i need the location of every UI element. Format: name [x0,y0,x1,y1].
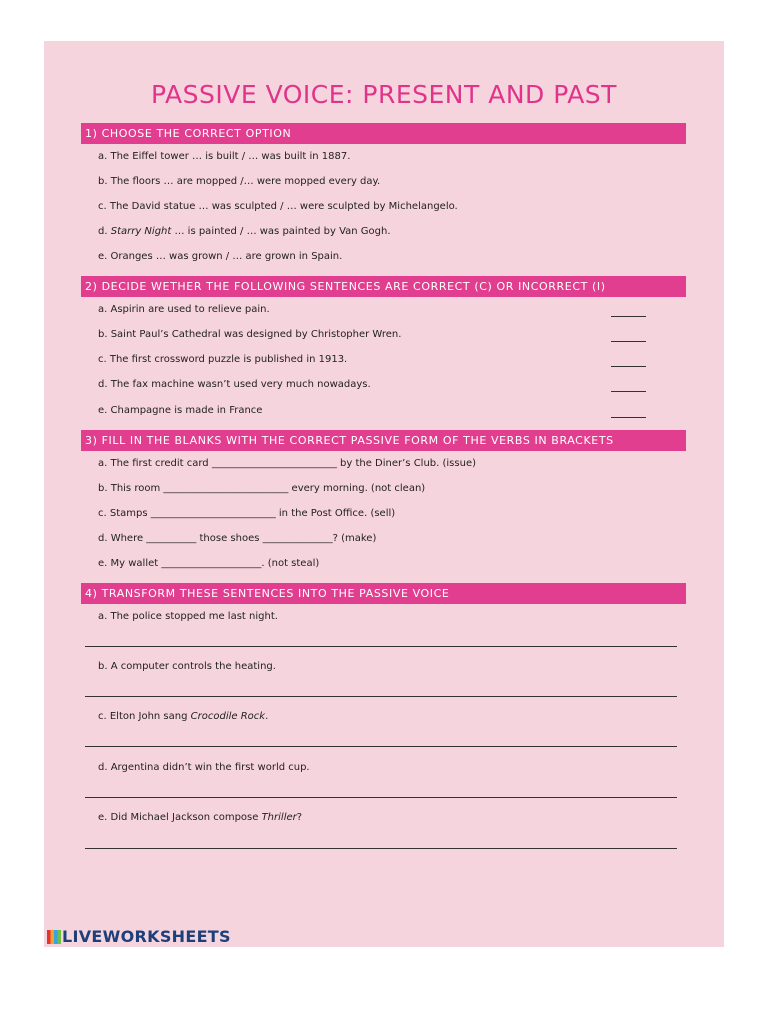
s2-item-b: b. Saint Paul’s Cathedral was designed by Christopher Wren. [98,329,402,340]
s3-item-c: c. Stamps _________________________ in the Post Office. (sell) [98,508,396,519]
s4-item-e: e. Did Michael Jackson compose Thriller? [98,812,303,823]
section-2-header: 2) DECIDE WETHER THE FOLLOWING SENTENCES ARE CORRECT (C) OR INCORRECT (I) [81,276,686,297]
s1-item-b: b. The floors … are mopped /… were mopped every day. [98,176,381,187]
section-4-header: 4) TRANSFORM THESE SENTENCES INTO THE PASSIVE VOICE [81,583,686,604]
s2-item-c: c. The first crossword puzzle is published in 1913. [98,354,348,365]
s2-item-d: d. The fax machine wasn’t used very much nowadays. [98,379,371,390]
answer-line[interactable] [85,746,677,747]
s4-item-b: b. A computer controls the heating. [98,661,276,672]
s3-item-b: b. This room _________________________ every morning. (not clean) [98,483,426,494]
liveworksheets-logo [47,927,231,946]
answer-blank[interactable] [611,366,646,367]
s3-item-e: e. My wallet ____________________. (not steal) [98,558,320,569]
s4-item-c: c. Elton John sang Crocodile Rock. [98,711,269,722]
answer-line[interactable] [85,696,677,697]
answer-line[interactable] [85,646,677,647]
answer-blank[interactable] [611,391,646,392]
page-title: PASSIVE VOICE: PRESENT AND PAST [151,80,617,109]
s3-item-d: d. Where __________ those shoes ______________? (make) [98,533,377,544]
s4-item-a: a. The police stopped me last night. [98,611,278,622]
s4-item-d: d. Argentina didn’t win the first world cup. [98,762,310,773]
answer-blank[interactable] [611,316,646,317]
s2-item-e: e. Champagne is made in France [98,405,263,416]
s2-item-a: a. Aspirin are used to relieve pain. [98,304,270,315]
s3-item-a: a. The first credit card _________________________ by the Diner’s Club. (issue) [98,458,476,469]
logo-icon [47,930,61,944]
s1-item-a: a. The Eiffel tower … is built / … was built in 1887. [98,151,351,162]
s1-item-e: e. Oranges … was grown / … are grown in Spain. [98,251,343,262]
answer-line[interactable] [85,848,677,849]
section-1-header: 1) CHOOSE THE CORRECT OPTION [81,123,686,144]
answer-line[interactable] [85,797,677,798]
section-3-header: 3) FILL IN THE BLANKS WITH THE CORRECT PASSIVE FORM OF THE VERBS IN BRACKETS [81,430,686,451]
logo-text: LIVEWORKSHEETS [62,927,231,946]
answer-blank[interactable] [611,417,646,418]
s1-item-d: d. Starry Night … is painted / … was painted by Van Gogh. [98,226,391,237]
s1-item-c: c. The David statue … was sculpted / … were sculpted by Michelangelo. [98,201,458,212]
answer-blank[interactable] [611,341,646,342]
